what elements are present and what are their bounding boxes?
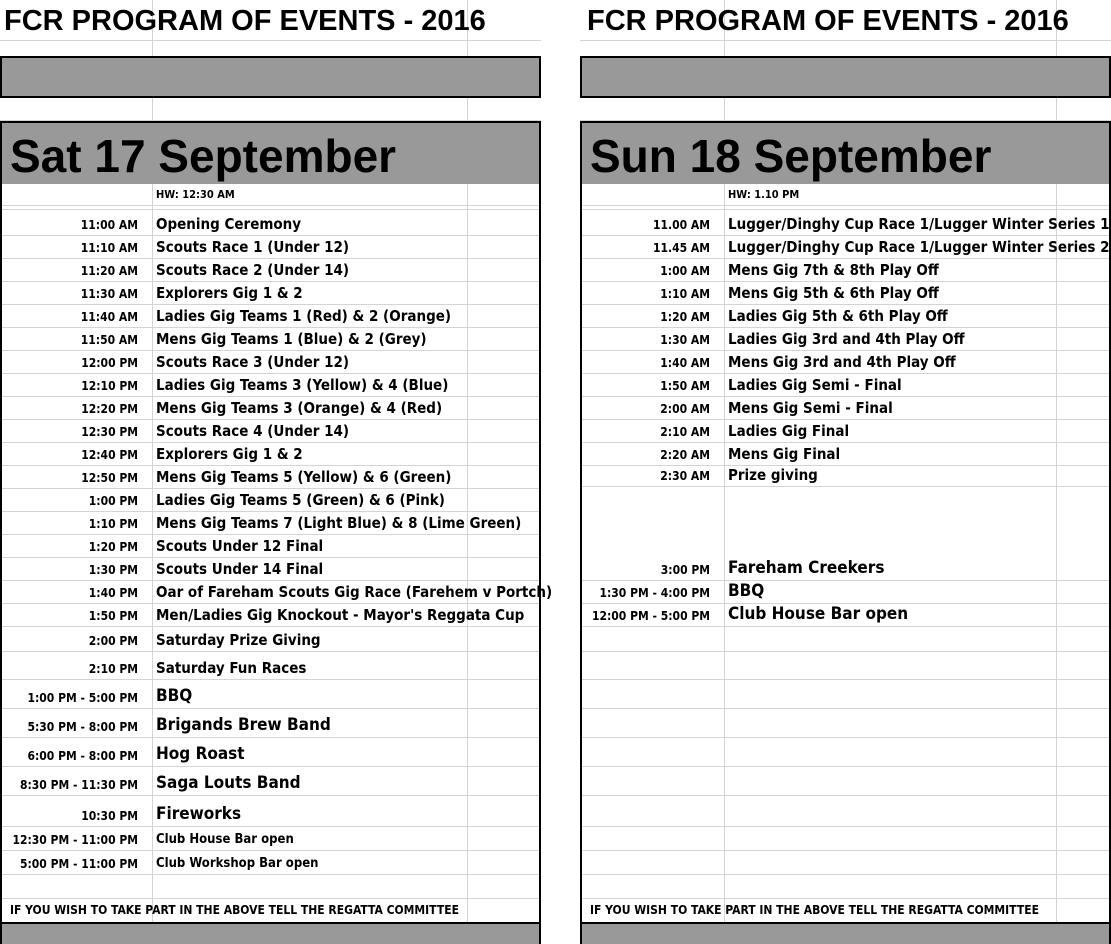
- event-name: Club Workshop Bar open: [156, 856, 319, 871]
- event-row: [0, 679, 541, 708]
- event-time: 2:10 AM: [660, 425, 710, 439]
- event-row: [580, 442, 1111, 465]
- event-name: Ladies Gig Teams 1 (Red) & 2 (Orange): [156, 307, 452, 325]
- event-row: [0, 373, 541, 396]
- event-row: [0, 766, 541, 795]
- event-row: [0, 850, 541, 874]
- event-row: [0, 235, 541, 258]
- event-time: 12:10 PM: [81, 379, 138, 393]
- event-time: 1:00 PM - 5:00 PM: [27, 691, 138, 705]
- event-name: BBQ: [156, 686, 193, 706]
- event-row: [0, 488, 541, 511]
- event-time: 1:50 PM: [88, 609, 138, 623]
- event-row: [580, 327, 1111, 350]
- event-name: Ladies Gig 3rd and 4th Play Off: [728, 330, 965, 348]
- event-time: 10:30 PM: [81, 809, 138, 823]
- event-row: [0, 511, 541, 534]
- event-row: [0, 580, 553, 603]
- event-name: Opening Ceremony: [156, 215, 302, 233]
- event-time: 12:40 PM: [81, 448, 138, 462]
- event-row: [580, 209, 1111, 235]
- event-row: [0, 626, 541, 651]
- event-time: 12:30 PM: [81, 425, 138, 439]
- event-time: 1:10 AM: [660, 287, 710, 301]
- event-row: [0, 258, 541, 281]
- program-title: FCR PROGRAM OF EVENTS - 2016: [587, 5, 1069, 37]
- event-time: 1:00 AM: [660, 264, 710, 278]
- event-time: 1:20 PM: [88, 540, 138, 554]
- event-row: [0, 304, 541, 327]
- day-heading-text: Sun 18 September: [590, 130, 992, 182]
- event-row: [580, 281, 1111, 304]
- committee-note: IF YOU WISH TO TAKE PART IN THE ABOVE TELL THE REGATTA COMMITTEE: [10, 903, 459, 917]
- high-water-label: HW: 12:30 AM: [156, 188, 235, 201]
- event-name: Scouts Race 4 (Under 14): [156, 422, 350, 440]
- committee-note: IF YOU WISH TO TAKE PART IN THE ABOVE TELL THE REGATTA COMMITTEE: [590, 903, 1039, 917]
- event-row: [0, 708, 541, 737]
- event-time: 1:20 AM: [660, 310, 710, 324]
- event-row: [0, 465, 541, 488]
- saturday-schedule-panel: [0, 0, 553, 944]
- event-name: Hog Roast: [156, 744, 245, 764]
- event-time: 12:20 PM: [81, 402, 138, 416]
- event-name: Fareham Creekers: [728, 558, 885, 578]
- day-heading: [0, 121, 541, 184]
- event-row: [0, 209, 541, 235]
- event-row: [0, 350, 541, 373]
- event-name: BBQ: [728, 581, 765, 601]
- event-time: 1:30 AM: [660, 333, 710, 347]
- day-heading-text: Sat 17 September: [10, 130, 397, 182]
- event-name: Scouts Race 2 (Under 14): [156, 261, 350, 279]
- event-name: Explorers Gig 1 & 2: [156, 284, 303, 302]
- event-name: Ladies Gig Final: [728, 422, 850, 440]
- event-row: [580, 350, 1111, 373]
- program-title: FCR PROGRAM OF EVENTS - 2016: [4, 5, 486, 37]
- event-row: [0, 534, 541, 557]
- event-time: 8:30 PM - 11:30 PM: [19, 778, 138, 792]
- event-row: [580, 580, 1111, 603]
- sunday-schedule-panel: [580, 0, 1111, 944]
- event-name: Mens Gig Teams 5 (Yellow) & 6 (Green): [156, 468, 452, 486]
- event-time: 2:10 PM: [88, 662, 138, 676]
- event-name: Men/Ladies Gig Knockout - Mayor's Reggata Cup: [156, 606, 525, 624]
- event-name: Scouts Race 1 (Under 12): [156, 238, 350, 256]
- gridline: [580, 40, 1111, 41]
- event-time: 12:00 PM - 5:00 PM: [591, 609, 710, 623]
- event-name: Mens Gig Semi - Final: [728, 399, 893, 417]
- header-bar: [580, 56, 1111, 98]
- event-time: 1:00 PM: [88, 494, 138, 508]
- event-name: Mens Gig Teams 7 (Light Blue) & 8 (Lime Green): [156, 514, 522, 532]
- event-row: [580, 465, 1111, 486]
- event-name: Ladies Gig 5th & 6th Play Off: [728, 307, 948, 325]
- event-row: [0, 737, 541, 766]
- high-water-label: HW: 1.10 PM: [728, 188, 800, 201]
- event-row: [0, 651, 541, 679]
- event-row: [0, 826, 541, 850]
- event-time: 1:50 AM: [660, 379, 710, 393]
- event-name: Club House Bar open: [728, 604, 909, 624]
- event-time: 5:00 PM - 11:00 PM: [19, 857, 138, 871]
- event-time: 1:40 PM: [88, 586, 138, 600]
- event-row: [580, 486, 1111, 580]
- gridline: [0, 40, 541, 41]
- footer-bar: [580, 922, 1111, 944]
- event-name: Ladies Gig Teams 3 (Yellow) & 4 (Blue): [156, 376, 449, 394]
- event-time: 11.00 AM: [652, 218, 710, 232]
- event-row: [0, 557, 541, 580]
- event-name: Club House Bar open: [156, 832, 294, 847]
- event-row: [0, 795, 541, 826]
- event-row: [580, 304, 1111, 327]
- event-time: 11.45 AM: [652, 241, 710, 255]
- event-row: [0, 603, 541, 626]
- event-time: 12:00 PM: [81, 356, 138, 370]
- event-time: 1:30 PM - 4:00 PM: [599, 586, 710, 600]
- event-row: [580, 603, 1111, 626]
- event-time: 2:30 AM: [660, 469, 710, 483]
- event-time: 12:30 PM - 11:00 PM: [12, 833, 138, 847]
- event-row: [0, 281, 541, 304]
- event-row: [0, 327, 541, 350]
- event-row: [580, 235, 1111, 258]
- event-name: Explorers Gig 1 & 2: [156, 445, 303, 463]
- event-time: 3:00 PM: [660, 563, 710, 577]
- header-bar: [0, 56, 541, 98]
- event-time: 11:50 AM: [80, 333, 138, 347]
- event-time: 11:10 AM: [80, 241, 138, 255]
- event-time: 2:20 AM: [660, 448, 710, 462]
- event-time: 1:10 PM: [88, 517, 138, 531]
- event-row: [580, 258, 1111, 281]
- event-row: [0, 396, 541, 419]
- event-name: Prize giving: [728, 466, 818, 484]
- event-time: 11:20 AM: [80, 264, 138, 278]
- event-time: 2:00 PM: [88, 634, 138, 648]
- event-name: Saturday Prize Giving: [156, 631, 321, 649]
- event-name: Ladies Gig Teams 5 (Green) & 6 (Pink): [156, 491, 445, 509]
- event-name: Lugger/Dinghy Cup Race 1/Lugger Winter Series 1: [728, 215, 1110, 233]
- event-time: 11:00 AM: [80, 218, 138, 232]
- event-time: 12:50 PM: [81, 471, 138, 485]
- event-row: [580, 396, 1111, 419]
- event-name: Saga Louts Band: [156, 773, 301, 793]
- event-time: 5:30 PM - 8:00 PM: [27, 720, 138, 734]
- event-time: 2:00 AM: [660, 402, 710, 416]
- event-name: Ladies Gig Semi - Final: [728, 376, 902, 394]
- event-name: Mens Gig Final: [728, 445, 841, 463]
- event-time: 1:30 PM: [88, 563, 138, 577]
- event-name: Scouts Under 14 Final: [156, 560, 324, 578]
- footer-bar: [0, 922, 541, 944]
- event-name: Lugger/Dinghy Cup Race 1/Lugger Winter Series 2: [728, 238, 1110, 256]
- event-time: 1:40 AM: [660, 356, 710, 370]
- event-name: Mens Gig 5th & 6th Play Off: [728, 284, 939, 302]
- event-name: Fireworks: [156, 804, 242, 824]
- event-name: Mens Gig Teams 1 (Blue) & 2 (Grey): [156, 330, 427, 348]
- event-row: [0, 419, 541, 442]
- event-name: Mens Gig 7th & 8th Play Off: [728, 261, 939, 279]
- event-row: [0, 442, 541, 465]
- event-name: Brigands Brew Band: [156, 715, 331, 735]
- event-row: [580, 373, 1111, 396]
- event-time: 11:30 AM: [80, 287, 138, 301]
- day-heading: [580, 121, 1111, 184]
- event-time: 6:00 PM - 8:00 PM: [27, 749, 138, 763]
- event-name: Mens Gig 3rd and 4th Play Off: [728, 353, 956, 371]
- event-time: 11:40 AM: [80, 310, 138, 324]
- event-name: Saturday Fun Races: [156, 659, 307, 677]
- event-row: [580, 419, 1111, 442]
- event-name: Mens Gig Teams 3 (Orange) & 4 (Red): [156, 399, 443, 417]
- event-name: Scouts Under 12 Final: [156, 537, 324, 555]
- event-name: Oar of Fareham Scouts Gig Race (Farehem v Portch): [156, 583, 553, 601]
- event-name: Scouts Race 3 (Under 12): [156, 353, 350, 371]
